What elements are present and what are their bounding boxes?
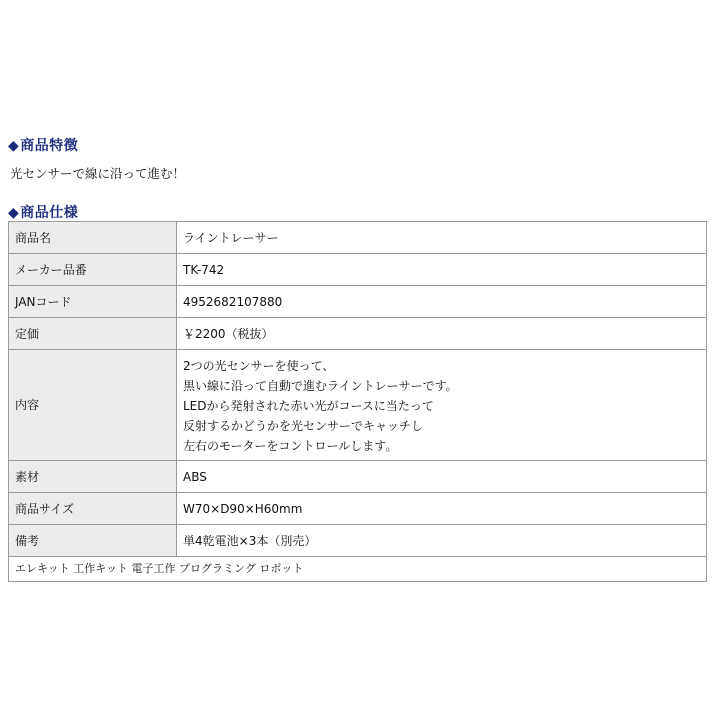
row-value: ライントレーサー: [177, 222, 707, 254]
row-label: メーカー品番: [9, 254, 177, 286]
row-label: JANコード: [9, 286, 177, 318]
row-value: 単4乾電池×3本（別売）: [177, 525, 707, 557]
content-line: LEDから発射された赤い光がコースに当たって: [183, 399, 434, 413]
row-value: TK-742: [177, 254, 707, 286]
table-row: [9, 525, 707, 557]
content-line: 反射するかどうかを光センサーでキャッチし: [183, 419, 424, 433]
table-row: [9, 493, 707, 525]
specs-heading-text: 商品仕様: [20, 205, 79, 221]
specs-heading: [8, 202, 78, 222]
features-text: 光センサーで線に沿って進む！: [10, 166, 186, 181]
table-row: [9, 461, 707, 493]
features-heading: [8, 135, 78, 155]
row-value: ￥2200（税抜）: [177, 318, 707, 350]
table-footer-row: [9, 557, 707, 582]
table-row: [9, 222, 707, 254]
content-line: 2つの光センサーを使って、: [183, 359, 335, 373]
features-heading-text: 商品特徴: [20, 138, 79, 154]
row-label: 素材: [9, 461, 177, 493]
table-row: [9, 286, 707, 318]
row-value: ABS: [177, 461, 707, 493]
row-label: 内容: [9, 350, 177, 461]
diamond-bullet-icon: ◆: [8, 205, 20, 221]
row-value: 4952682107880: [177, 286, 707, 318]
row-value: W70×D90×H60mm: [177, 493, 707, 525]
keywords-footer: エレキット 工作キット 電子工作 プログラミング ロボット: [9, 557, 707, 582]
spec-table: [8, 221, 707, 582]
row-label: 定価: [9, 318, 177, 350]
table-row: [9, 350, 707, 461]
row-label: 備考: [9, 525, 177, 557]
row-value-multiline: [177, 350, 707, 461]
content-line: 左右のモーターをコントロールします。: [183, 439, 398, 453]
diamond-bullet-icon: ◆: [8, 138, 20, 154]
content-line: 黒い線に沿って自動で進むライントレーサーです。: [183, 379, 458, 393]
row-label: 商品名: [9, 222, 177, 254]
row-label: 商品サイズ: [9, 493, 177, 525]
table-row: [9, 318, 707, 350]
table-row: [9, 254, 707, 286]
